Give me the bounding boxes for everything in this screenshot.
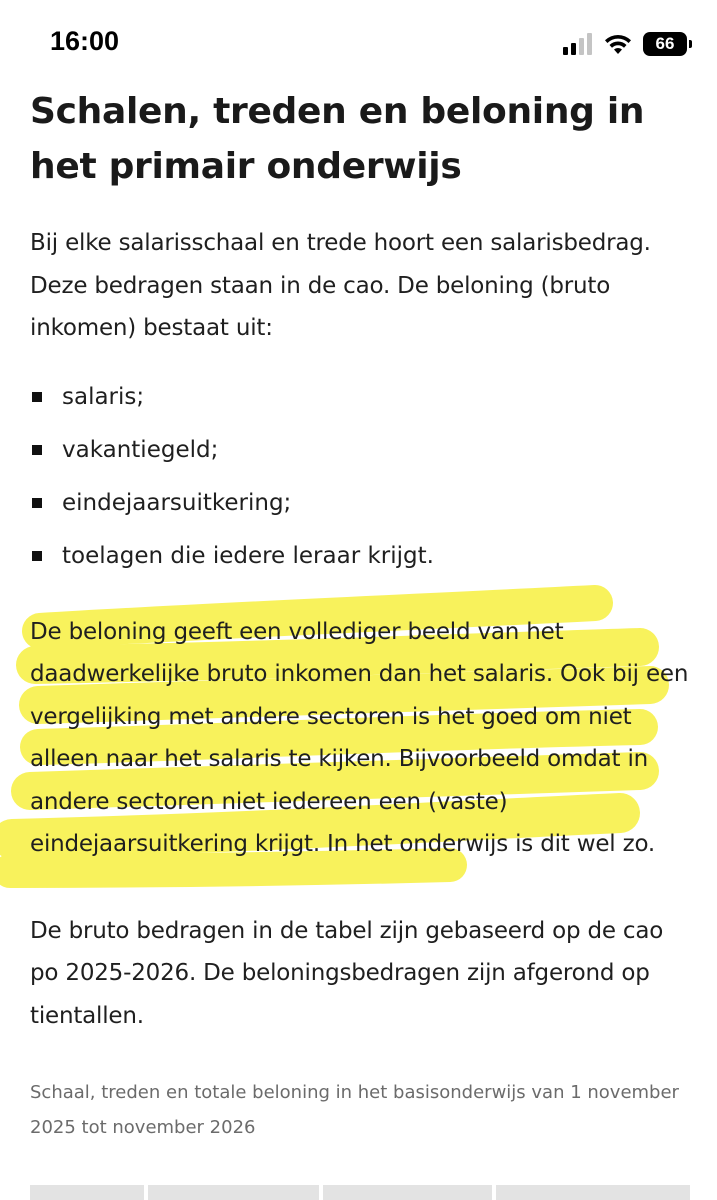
bullet-square-icon (32, 445, 42, 455)
bullet-square-icon (32, 392, 42, 402)
table-header-cell (323, 1185, 492, 1200)
list-item (30, 482, 690, 524)
status-icons (563, 30, 687, 58)
intro-paragraph: Bij elke salarisschaal en trede hoort een salarisbedrag. Deze bedragen staan in de cao. De beloning (bruto inkomen) bestaat uit: (30, 230, 651, 341)
table-header-cell (30, 1185, 144, 1200)
table-header-cell (148, 1185, 319, 1200)
highlighted-paragraph: De beloning geeft een vollediger beeld van het daadwerkelijke bruto inkomen dan het salaris. Ook bij een vergelijking met andere sectoren is het goed om niet alleen naar het salaris te kijken. Bijvoorbeeld omdat in andere sectoren niet iedereen een (vaste) eindejaarsuitkering krijgt. In het onderwijs is dit wel zo. (30, 618, 689, 857)
table-header-cell (496, 1185, 690, 1200)
list-item (30, 535, 690, 577)
battery-icon (643, 32, 687, 56)
table-caption: Schaal, treden en totale beloning in het basisonderwijs van 1 november 2025 tot november 2026 (30, 1082, 679, 1138)
amounts-paragraph: De bruto bedragen in de tabel zijn gebaseerd op de cao po 2025-2026. De beloningsbedragen zijn afgerond op tientallen. (30, 917, 664, 1029)
bullet-square-icon (32, 498, 42, 508)
highlighted-section (30, 611, 690, 866)
list-item-text: salaris; (62, 383, 145, 410)
article (30, 84, 690, 1163)
table-header-row (30, 1185, 690, 1200)
list-item-text: vakantiegeld; (62, 436, 219, 463)
list-item-text: toelagen die iedere leraar krijgt. (62, 542, 434, 569)
list-item (30, 429, 690, 471)
bullet-square-icon (32, 551, 42, 561)
wifi-icon (603, 33, 633, 55)
cellular-signal-icon (563, 33, 593, 55)
battery-level: 66 (655, 34, 675, 53)
status-bar (0, 0, 717, 88)
list-item (30, 376, 690, 418)
page-title: Schalen, treden en beloning in het primair onderwijs (30, 91, 645, 187)
list-item-text: eindejaarsuitkering; (62, 489, 292, 516)
beloning-list (30, 376, 690, 577)
status-time: 16:00 (50, 26, 120, 56)
